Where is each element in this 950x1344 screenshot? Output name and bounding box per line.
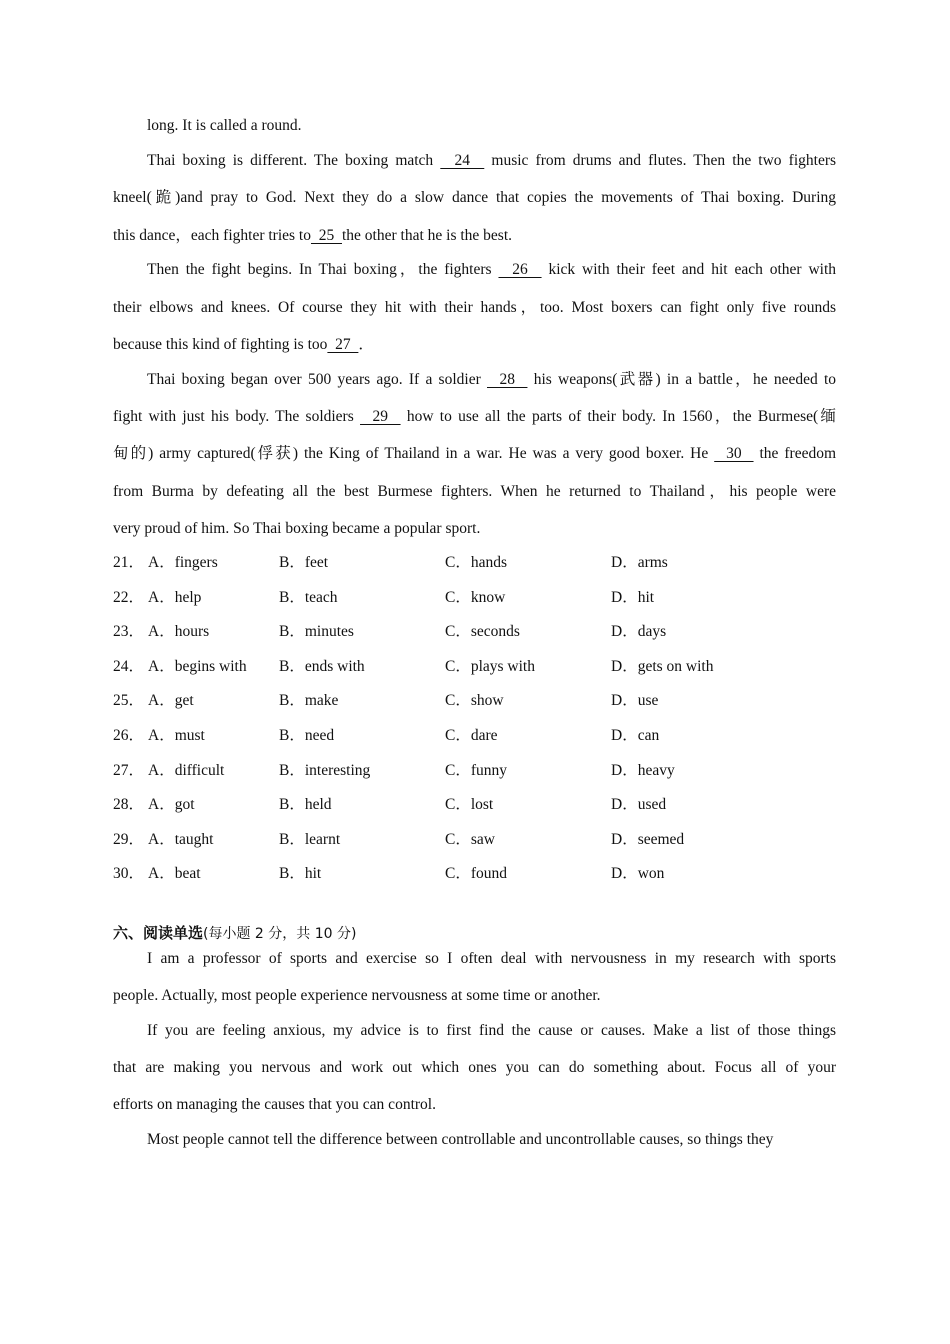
text-run: Thai boxing began over 500 years ago. If a soldier [147,371,481,388]
text-run: Thai boxing is different. The boxing match [147,152,434,169]
question-row [113,726,836,746]
text-run: long. It is called a round. [147,117,302,134]
question-row [113,657,836,677]
option-a: A．hours [148,623,210,641]
question-row [113,795,836,815]
text-run: people. Actually, most people experience nervousness at some time or another. [113,987,601,1004]
option-b: B．hit [279,865,322,883]
option-c: C．saw [445,830,495,848]
question-number: 24． [113,657,145,675]
text-line [147,116,836,136]
option-d: D．seemed [611,830,685,848]
text-run: that are making you nervous and work out which ones you can do something about. Focus all of your [113,1059,836,1076]
option-a: A．help [148,588,202,606]
option-d: D．won [611,865,665,883]
section-title-main: 六、阅读单选 [113,924,204,942]
text-run: kneel(跪)and pray to God. Next they do a slow dance that copies the movements of Thai boxing. During [113,189,836,206]
option-d: D．days [611,623,667,641]
text-line [113,1058,836,1078]
question-number: 22． [113,588,145,606]
option-d: D．gets on with [611,657,714,675]
question-row [113,691,836,711]
option-a: A．beat [148,865,201,883]
question-number: 25． [113,692,145,710]
text-line [147,1021,836,1041]
question-row [113,830,836,850]
text-line [147,260,836,280]
option-c: C．funny [445,761,508,779]
option-b: B．ends with [279,657,365,675]
option-d: D．can [611,727,660,744]
text-run: the other that he is the best. [341,227,513,244]
option-b: B．learnt [279,830,341,848]
question-number: 28． [113,796,145,814]
text-line [113,482,836,502]
option-d: D．arms [611,554,668,571]
question-number: 30． [113,865,145,883]
option-b: B．make [279,692,339,710]
section-6-title [113,923,356,944]
text-run: Then the fight begins. In Thai boxing，the fighters [147,261,492,278]
option-a: A．must [148,727,205,744]
text-run: their elbows and knees. Of course they hit with their hands，too. Most boxers can fight only five rounds [113,299,836,316]
text-line [113,188,836,208]
text-run: music from drums and flutes. Then the two fighters [491,152,837,169]
answer-blank: 30 [714,445,754,462]
text-line [147,370,836,390]
option-c: C．know [445,588,506,606]
option-c: C．plays with [445,657,535,675]
text-run: Most people cannot tell the difference between controllable and uncontrollable causes, so things they [147,1131,774,1148]
option-d: D．heavy [611,761,675,779]
option-c: C．lost [445,796,494,814]
text-line [113,335,836,355]
question-number: 26． [113,727,145,744]
option-c: C．show [445,692,504,710]
question-row [113,864,836,884]
text-run: fight with just his body. The soldiers [113,408,354,425]
option-a: A．fingers [148,554,218,571]
answer-blank: 24 [440,152,485,169]
text-run: how to use all the parts of their body. In 1560，the Burmese(缅 [406,408,837,425]
question-number: 27． [113,761,145,779]
option-a: A．get [148,692,194,710]
option-b: B．need [279,727,335,744]
answer-blank: 27 [327,336,359,353]
text-run: the freedom [759,445,837,462]
text-run: from Burma by defeating all the best Burmese fighters. When he returned to Thailand，his people were [113,483,836,500]
text-run: 甸的) army captured(俘获) the King of Thailand in a war. He was a very good boxer. He [113,445,709,462]
option-a: A．difficult [148,761,225,779]
option-d: D．hit [611,588,655,606]
option-c: C．hands [445,554,508,571]
text-line [113,298,836,318]
text-run: I am a professor of sports and exercise so I often deal with nervousness in my research with sports [147,950,836,967]
option-b: B．interesting [279,761,371,779]
question-row [113,588,836,608]
text-line [113,1095,836,1115]
text-run: ． [358,336,374,353]
text-line [147,1130,836,1150]
text-line [113,226,836,246]
option-b: B．feet [279,554,329,571]
text-line [113,407,836,427]
question-row [113,622,836,642]
question-number: 29． [113,830,145,848]
text-line [147,949,836,969]
answer-blank: 25 [310,227,342,244]
text-run: very proud of him. So Thai boxing became a popular sport. [113,520,481,537]
option-d: D．used [611,796,667,814]
option-c: C．found [445,865,508,883]
answer-blank: 26 [498,261,542,278]
option-a: A．got [148,796,195,814]
option-a: A．taught [148,830,214,848]
text-line [113,986,836,1006]
text-run: his weapons(武器) in a battle，he needed to [533,371,837,388]
option-d: D．use [611,692,659,710]
option-b: B．held [279,796,332,814]
option-b: B．teach [279,588,338,606]
text-line [113,444,836,464]
answer-blank: 28 [487,371,528,388]
text-run: efforts on managing the causes that you can control. [113,1096,436,1113]
option-c: C．seconds [445,623,520,641]
text-run: kick with their feet and hit each other with [548,261,837,278]
text-line [113,519,836,539]
question-row [113,761,836,781]
option-c: C．dare [445,727,498,744]
question-number: 23． [113,623,145,641]
question-number: 21． [113,554,145,571]
text-run: this dance，each fighter tries to [113,227,311,244]
question-row [113,553,836,573]
text-run: because this kind of fighting is too [113,336,328,353]
text-run: If you are feeling anxious, my advice is to first find the cause or causes. Make a list of those things [147,1022,836,1039]
section-title-sub: (每小题 2 分，共 10 分) [203,926,357,942]
option-a: A．begins with [148,657,247,675]
answer-blank: 29 [360,408,401,425]
text-line [147,151,836,171]
option-b: B．minutes [279,623,354,641]
